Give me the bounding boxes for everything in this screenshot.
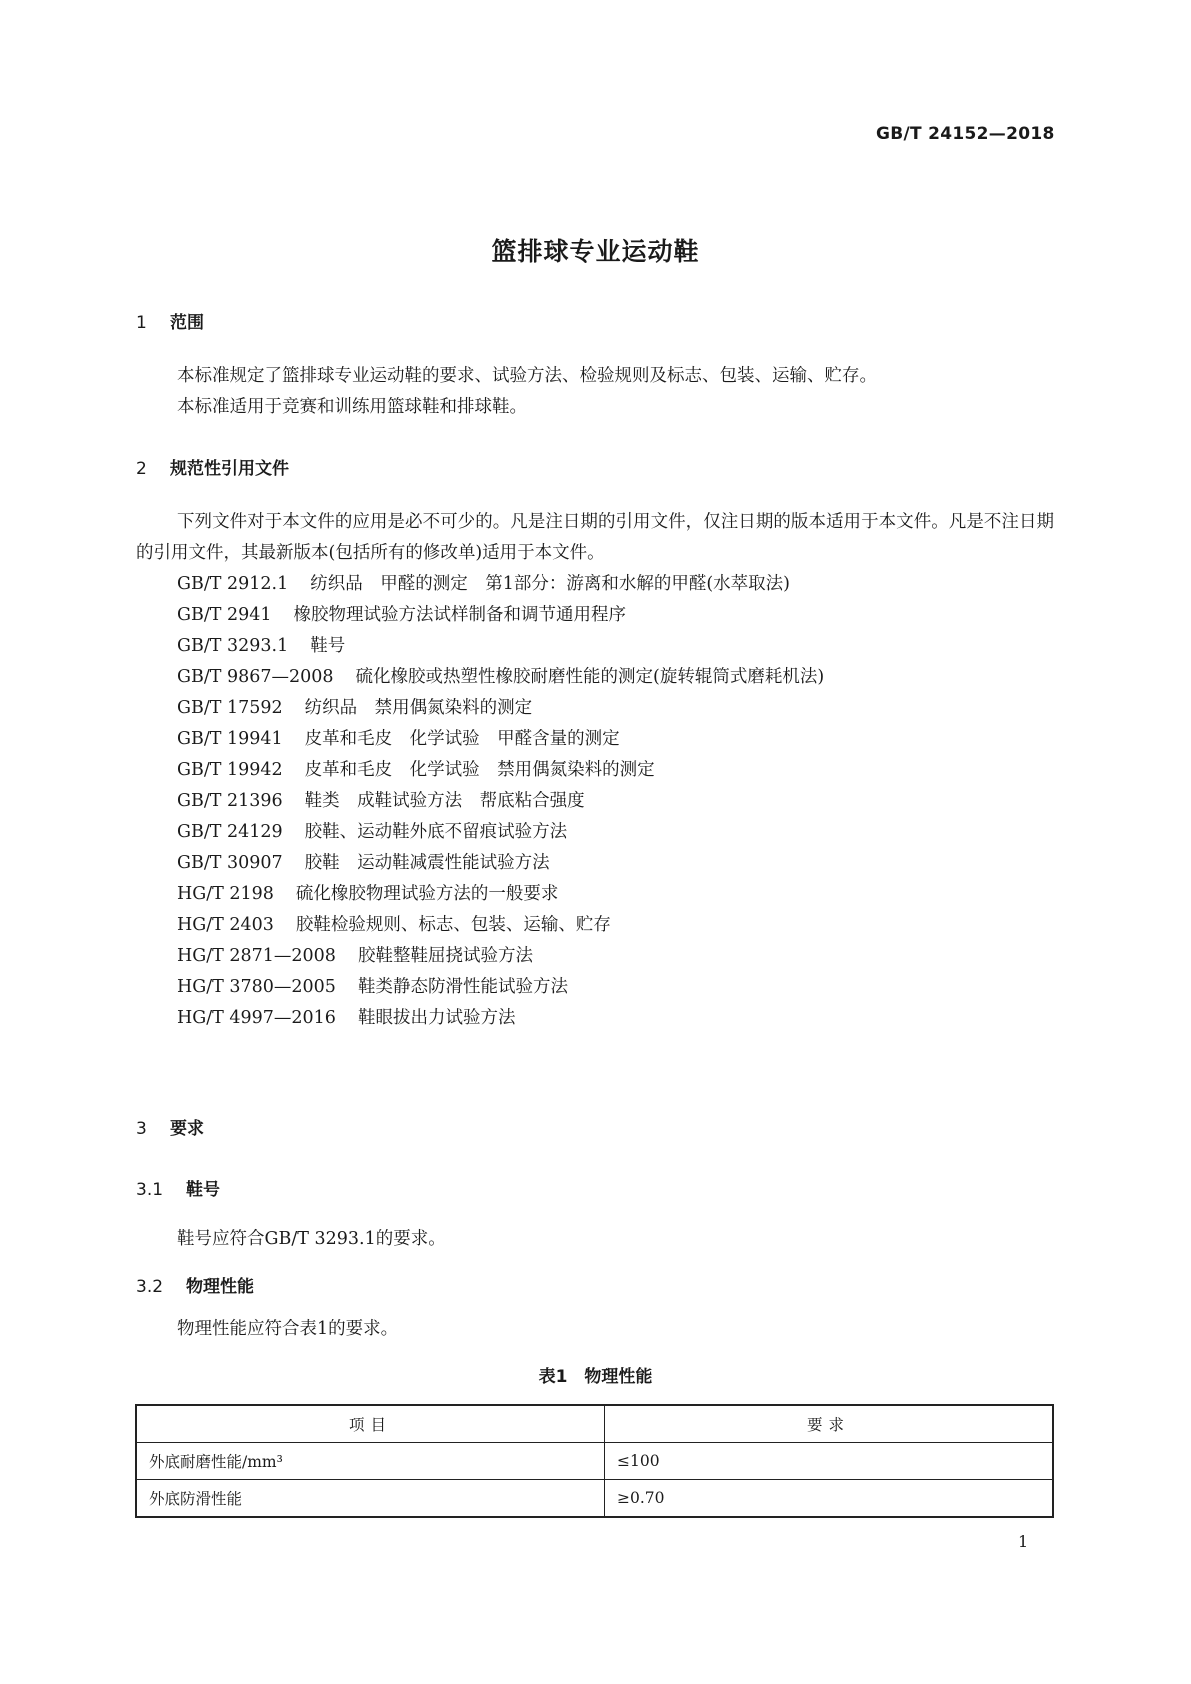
reference-title: 胶鞋、运动鞋外底不留痕试验方法: [304, 822, 568, 842]
reference-code: HG/T 2403: [177, 915, 274, 935]
reference-item: [177, 941, 533, 972]
reference-item: [177, 755, 655, 786]
reference-title: 鞋眼拔出力试验方法: [357, 1008, 516, 1028]
reference-code: GB/T 2941: [177, 605, 272, 625]
reference-code: HG/T 4997—2016: [177, 1008, 336, 1028]
reference-item: [177, 600, 626, 631]
section-title: 范围: [170, 313, 204, 333]
section-1-paragraph: 本标准规定了篮排球专业运动鞋的要求、试验方法、检验规则及标志、包装、运输、贮存。: [177, 366, 877, 386]
table-row: [136, 1480, 1053, 1518]
reference-item: [177, 817, 567, 848]
reference-code: GB/T 30907: [177, 853, 283, 873]
section-3-2-text: 物理性能应符合表1的要求。: [177, 1319, 399, 1339]
reference-item: [177, 786, 585, 817]
reference-item: [177, 631, 345, 662]
reference-code: GB/T 19942: [177, 760, 283, 780]
section-1-heading: [136, 308, 204, 333]
reference-title: 鞋类静态防滑性能试验方法: [357, 977, 568, 997]
reference-title: 鞋类 成鞋试验方法 帮底粘合强度: [304, 791, 585, 811]
reference-code: HG/T 3780—2005: [177, 977, 336, 997]
section-3-1-heading: [136, 1175, 220, 1200]
reference-code: GB/T 19941: [177, 729, 283, 749]
table-cell-requirement: ≥0.70: [605, 1480, 1054, 1518]
reference-item: [177, 693, 532, 724]
table-row: [136, 1443, 1053, 1480]
section-2-heading: [136, 454, 289, 479]
reference-code: HG/T 2198: [177, 884, 274, 904]
reference-item: [177, 848, 550, 879]
section-number: 3: [136, 1119, 147, 1139]
section-number: 2: [136, 459, 147, 479]
reference-title: 橡胶物理试验方法试样制备和调节通用程序: [293, 605, 627, 625]
table-cell-item: 外底防滑性能: [136, 1480, 605, 1518]
column-header-requirement: 要求: [605, 1405, 1054, 1443]
reference-code: HG/T 2871—2008: [177, 946, 336, 966]
table-caption: 表1 物理性能: [538, 1367, 653, 1387]
reference-item: [177, 569, 790, 600]
reference-title: 胶鞋检验规则、标志、包装、运输、贮存: [295, 915, 611, 935]
reference-title: 鞋号: [310, 636, 346, 656]
reference-title: 纺织品 甲醛的测定 第1部分：游离和水解的甲醛(水萃取法): [310, 574, 791, 594]
reference-code: GB/T 21396: [177, 791, 283, 811]
reference-title: 纺织品 禁用偶氮染料的测定: [304, 698, 533, 718]
section-3-1-text: 鞋号应符合GB/T 3293.1的要求。: [177, 1229, 446, 1249]
table-header-row: [136, 1405, 1053, 1443]
reference-code: GB/T 17592: [177, 698, 283, 718]
reference-title: 胶鞋 运动鞋减震性能试验方法: [304, 853, 550, 873]
reference-code: GB/T 3293.1: [177, 636, 289, 656]
section-title: 要求: [170, 1119, 204, 1139]
table-cell-item: 外底耐磨性能/mm³: [136, 1443, 605, 1480]
column-header-item: 项目: [136, 1405, 605, 1443]
reference-item: [177, 910, 611, 941]
document-title: 篮排球专业运动鞋: [491, 237, 700, 266]
section-number: 3.2: [136, 1277, 164, 1297]
table-cell-requirement: ≤100: [605, 1443, 1054, 1480]
standard-number: GB/T 24152—2018: [876, 124, 1055, 144]
reference-code: GB/T 24129: [177, 822, 283, 842]
section-number: 1: [136, 313, 147, 333]
reference-item: [177, 662, 824, 693]
section-title: 规范性引用文件: [170, 459, 289, 479]
section-title: 鞋号: [186, 1180, 220, 1200]
reference-item: [177, 879, 558, 910]
section-1-paragraph: 本标准适用于竞赛和训练用篮球鞋和排球鞋。: [177, 397, 527, 417]
reference-item: [177, 972, 568, 1003]
reference-title: 皮革和毛皮 化学试验 禁用偶氮染料的测定: [304, 760, 655, 780]
reference-code: GB/T 9867—2008: [177, 667, 334, 687]
reference-code: GB/T 2912.1: [177, 574, 289, 594]
reference-title: 硫化橡胶物理试验方法的一般要求: [295, 884, 559, 904]
reference-item: [177, 1003, 515, 1034]
reference-title: 硫化橡胶或热塑性橡胶耐磨性能的测定(旋转辊筒式磨耗机法): [355, 667, 825, 687]
reference-title: 皮革和毛皮 化学试验 甲醛含量的测定: [304, 729, 620, 749]
section-2-intro: 下列文件对于本文件的应用是必不可少的。凡是注日期的引用文件，仅注日期的版本适用于本文件。凡是不注日期的引用文件，其最新版本(包括所有的修改单)适用于本文件。: [136, 512, 1054, 563]
section-number: 3.1: [136, 1180, 164, 1200]
page-number: 1: [1018, 1532, 1029, 1551]
physical-properties-table: [135, 1404, 1054, 1518]
reference-item: [177, 724, 620, 755]
section-3-2-heading: [136, 1272, 254, 1297]
section-title: 物理性能: [186, 1277, 254, 1297]
reference-title: 胶鞋整鞋屈挠试验方法: [357, 946, 533, 966]
section-3-heading: [136, 1114, 204, 1139]
